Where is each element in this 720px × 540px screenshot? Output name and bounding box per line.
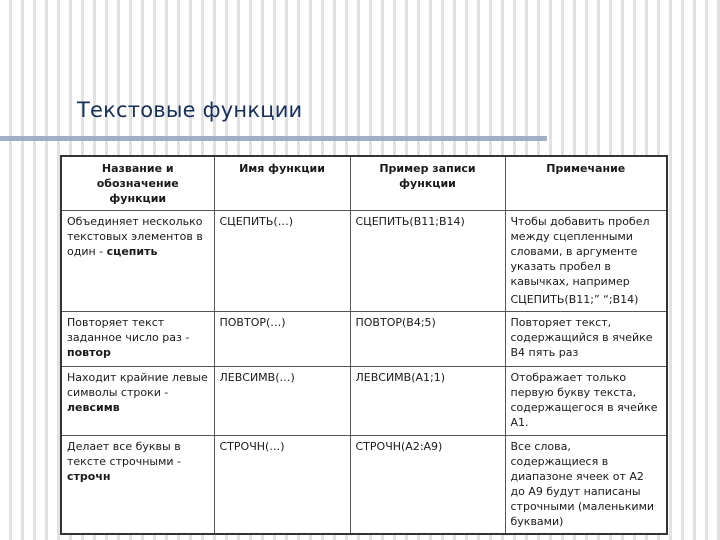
cell-description: [61, 211, 214, 312]
header-note: Примечание: [505, 156, 667, 211]
cell-function-name: ЛЕВСИМВ(…): [214, 367, 350, 436]
cell-example: ЛЕВСИМВ(А1;1): [350, 367, 505, 436]
cell-note: Отображает только первую букву текста, содержащегося в ячейке А1.: [505, 367, 667, 436]
title-underline: [0, 136, 547, 141]
header-function-name: Имя функции: [214, 156, 350, 211]
table-row: [61, 211, 667, 312]
description-text: Повторяет текст заданное число раз -: [67, 316, 190, 344]
cell-description: [61, 312, 214, 367]
cell-function-name: СТРОЧН(…): [214, 436, 350, 535]
cell-description: [61, 436, 214, 535]
cell-note: [505, 211, 667, 312]
table-row: [61, 436, 667, 535]
cell-note: Повторяет текст, содержащийся в ячейке В4 пять раз: [505, 312, 667, 367]
note-text: Чтобы добавить пробел между сцепленными словами, в аргументе указать пробел в кавычках, например: [510, 215, 650, 288]
table-header-row: [61, 156, 667, 211]
header-function-description: Название и обозначение функции: [61, 156, 214, 211]
function-keyword: левсимв: [67, 401, 120, 414]
slide-title: Текстовые функции: [77, 98, 303, 122]
cell-example: СТРОЧН(А2:А9): [350, 436, 505, 535]
cell-example: СЦЕПИТЬ(В11;В14): [350, 211, 505, 312]
function-keyword: сцепить: [106, 245, 158, 258]
description-text: Находит крайние левые символы строки -: [67, 371, 208, 399]
cell-function-name: СЦЕПИТЬ(…): [214, 211, 350, 312]
cell-function-name: ПОВТОР(…): [214, 312, 350, 367]
cell-note: Все слова, содержащиеся в диапазоне ячеек от А2 до А9 будут написаны строчными (маленькими буквами): [505, 436, 667, 535]
cell-description: [61, 367, 214, 436]
table-row: [61, 312, 667, 367]
cell-example: ПОВТОР(В4;5): [350, 312, 505, 367]
function-keyword: строчн: [67, 470, 111, 483]
header-function-example: Пример записи функции: [350, 156, 505, 211]
description-text: Делает все буквы в тексте строчными -: [67, 440, 181, 468]
function-keyword: повтор: [67, 346, 111, 359]
description-text: Объединяет несколько текстовых элементов в один -: [67, 215, 203, 258]
text-functions-table: [60, 155, 668, 535]
table-row: [61, 367, 667, 436]
note-example-text: СЦЕПИТЬ(В11;” “;В14): [510, 293, 639, 306]
